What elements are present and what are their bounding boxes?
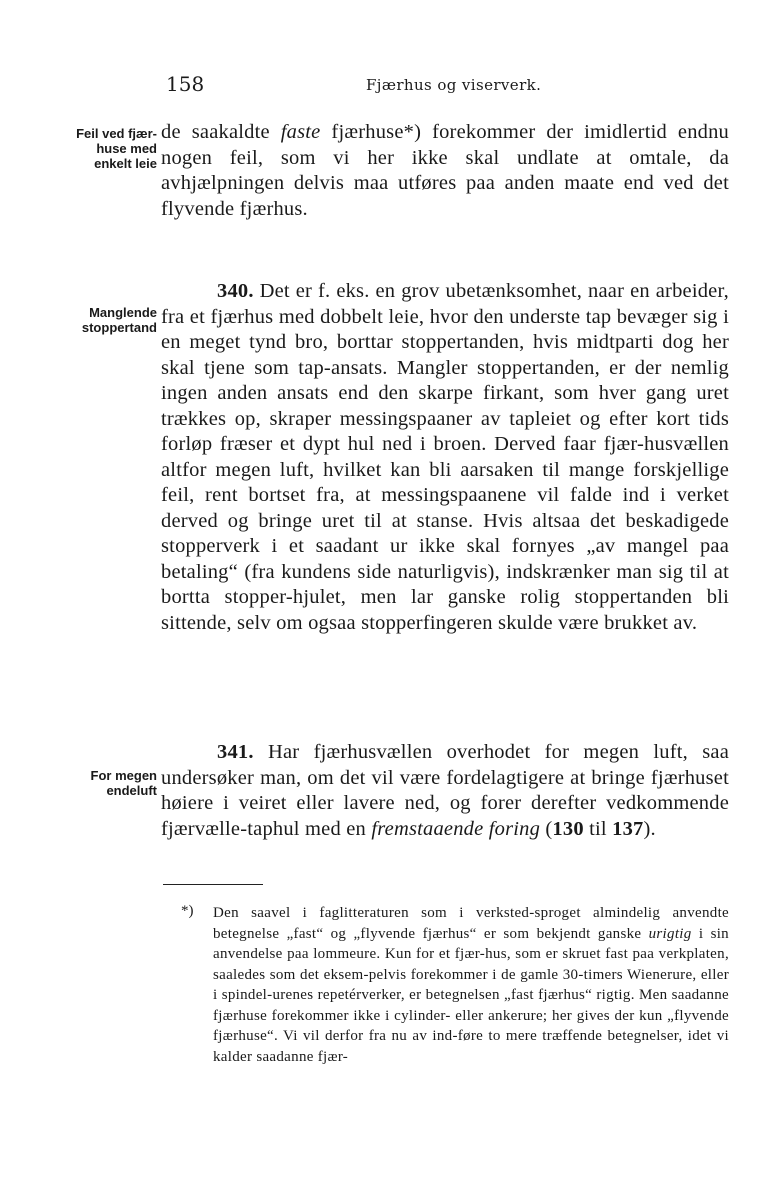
margin-note-line: huse med bbox=[96, 141, 157, 156]
margin-note-endeluft bbox=[7, 768, 157, 798]
footnote-marker: *) bbox=[181, 903, 194, 919]
footnote-text-rest: i sin anvendelse paa lommeure. Kun for et fjær-hus, som er skruet fast paa verkplaten, saaledes som det eksem-pelvis forekommer i de gamle 30-timers Wienerure, eller i spindel-urenes repetérverker, er betegnelsen „fast fjærhus“ rigtig. Men saadanne fjærhuse forekommer ikke i cylinder- eller ankerure; her gives der kun „flyvende fjærhuse“. Vi vil derfor fra nu av ind-føre to mere træffende betegnelser, idet vi kalder saadanne fjær- bbox=[213, 925, 729, 1065]
footnote-divider bbox=[163, 884, 263, 885]
footnote bbox=[213, 903, 729, 1067]
ref-number: 137 bbox=[612, 817, 644, 840]
margin-note-line: Feil ved fjær- bbox=[76, 126, 157, 141]
section-number: 340. bbox=[217, 280, 254, 302]
intro-paragraph bbox=[161, 120, 729, 222]
ref-open: ( bbox=[545, 817, 553, 840]
ref-close: ). bbox=[643, 817, 656, 840]
margin-note-line: stoppertand bbox=[81, 320, 157, 335]
footnote-text: Den saavel i faglitteraturen som i verksted-sproget almindelig anvendte betegnelse „fast“ og „flyvende fjærhus“ er som bekjendt ganske bbox=[213, 905, 729, 942]
section-text: Det er f. eks. en grov ubetænksomhet, naar en arbeider, fra et fjærhus med dobbelt leie, hvor den underste tap bevæger sig i en meget tynd bro, borttar stoppertanden, hvis midtparti dog her skal tjene som tap-ansats. Mangler stoppertanden, er der nemlig ingen anden ansats end den skarpe firkant, som hver gang uret trækkes op, skraper messingspaaner av tapleiet og efter kort tids forløp fræser et dypt hul ned i broen. Derved faar fjær-husvællen altfor megen luft, hvilket kan bli aarsaken til mange forskjellige feil, rent bortset fra, at messingspaanene vil falde ind i verket derved og bringe uret til at stanse. Hvis altsaa det beskadigede stopperverk i et saadant ur ikke skal fornyes „av mangel paa betaling“ (fra kundens side naturligvis), indskrænker man sig til at bortta stopper-hjulet, men lar ganske rolig stoppertanden bli sittende, selv om ogsaa stopperfingeren skulde være brukket av. bbox=[161, 280, 729, 634]
margin-note-feil bbox=[7, 126, 157, 171]
margin-note-line: enkelt leie bbox=[94, 156, 157, 171]
section-341 bbox=[161, 740, 729, 842]
margin-note-line: endeluft bbox=[106, 783, 157, 798]
intro-text: de saakaldte bbox=[161, 121, 281, 143]
ref-number: 130 bbox=[552, 817, 584, 840]
page-header bbox=[0, 70, 768, 100]
section-340 bbox=[161, 279, 729, 636]
page-number: 158 bbox=[166, 72, 205, 96]
section-text: Har fjærhusvællen overhodet for megen luft, saa undersøker man, om det vil være fordelagtigere at bringe fjærhuset høiere i veiret eller lavere ned, og forer derefter vedkommende fjærvælle-taphul med en bbox=[161, 741, 729, 840]
intro-text-rest: fjærhuse*) forekommer der imidlertid endnu nogen feil, som vi her ikke skal undlate at omtale, da avhjælpningen delvis maa utføres paa anden maate end ved det flyvende fjærhus. bbox=[161, 121, 730, 220]
footnote-emph: urigtig bbox=[648, 925, 692, 942]
margin-note-line: Manglende bbox=[89, 305, 157, 320]
margin-note-line: For megen bbox=[90, 768, 157, 783]
running-title: Fjærhus og viserverk. bbox=[366, 76, 542, 94]
section-emph: fremstaaende foring bbox=[371, 817, 541, 840]
section-number: 341. bbox=[217, 741, 254, 763]
intro-emph: faste bbox=[280, 121, 321, 143]
margin-note-manglende bbox=[7, 305, 157, 335]
ref-mid: til bbox=[583, 817, 613, 840]
